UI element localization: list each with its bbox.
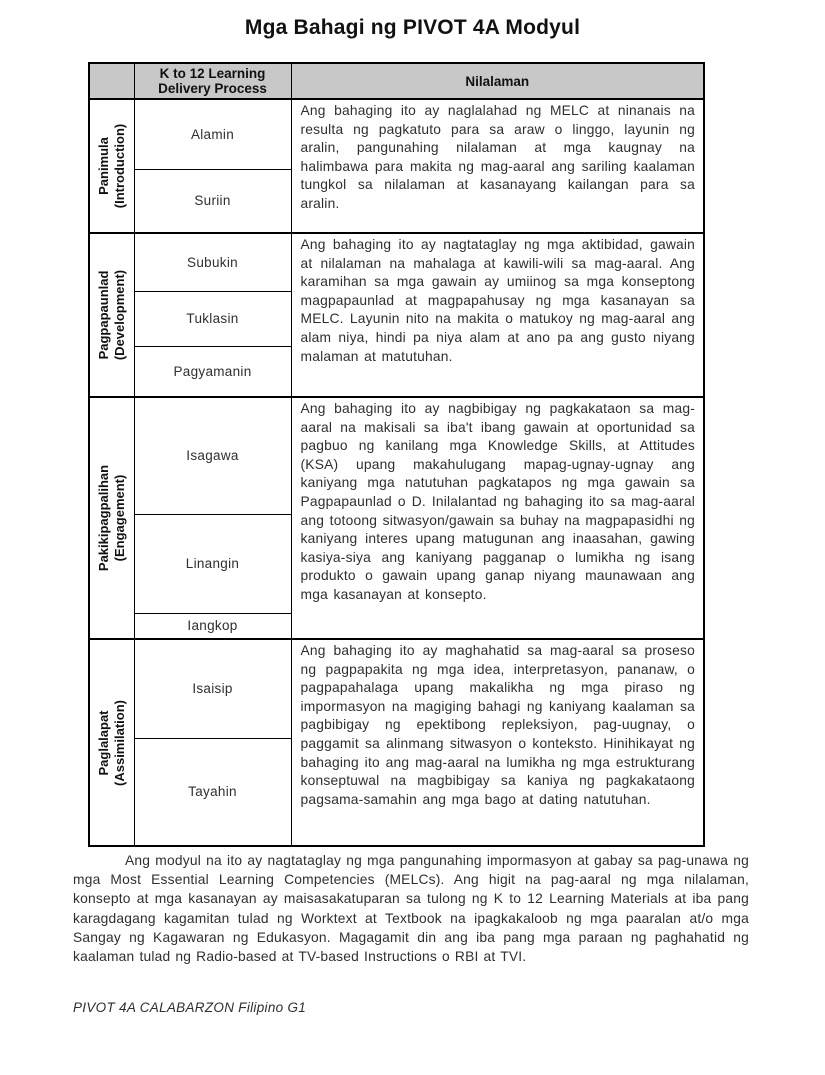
table-row bbox=[89, 397, 704, 514]
stage-translation: (Engagement) bbox=[111, 474, 127, 562]
step-cell-suriin: Suriin bbox=[134, 169, 291, 233]
step-cell-isagawa: Isagawa bbox=[134, 397, 291, 514]
step-cell-linangin: Linangin bbox=[134, 514, 291, 613]
stage-cell-panimula bbox=[89, 99, 134, 233]
stage-translation: (Assimilation) bbox=[111, 699, 127, 786]
step-cell-tuklasin: Tuklasin bbox=[134, 291, 291, 346]
content-cell-panimula: Ang bahaging ito ay naglalahad ng MELC at ninanais na resulta ng pagkatuto para sa araw o linggo, layunin ng aralin, pangunahing nilalaman at mga kaugnay na halimbawa para makita ng mag-aaral ang sariling kaalaman tungkol sa nilalaman at kasanayang kailangan para sa aralin. bbox=[291, 99, 704, 233]
stage-cell-pagpapaunlad bbox=[89, 233, 134, 397]
content-column-header: Nilalaman bbox=[291, 63, 704, 99]
stage-label-rotated bbox=[96, 270, 128, 360]
content-cell-pagpapaunlad: Ang bahaging ito ay nagtataglay ng mga aktibidad, gawain at nilalaman na mahalaga at kawili-wili sa mag-aaral. Ang karamihan sa mga gawain ay umiinog sa mga konseptong magpapaunlad at magpapahusay ng mga kasanayan sa MELC. Layunin nito na makita o matukoy ng mag-aaral ang alam niya, hindi pa niya alam at ano pa ang gusto niyang malaman at matutuhan. bbox=[291, 233, 704, 397]
stage-label-rotated bbox=[96, 700, 128, 786]
content-cell-pakikipagpalihan: Ang bahaging ito ay nagbibigay ng pagkakataon sa mag-aaral na makisali sa iba't ibang gawain at oportunidad sa pagbuo ng kanilang mga Knowledge Skills, at Attitudes (KSA) upang makahulugang mapag-ugnay-ugnay ang kaniyang mga natutuhan pagkatapos ng mga gawain sa Pagpapaunlad o D. Inilalantad ng bahaging ito sa mag-aaral ang totoong sitwasyon/gawain sa buhay na magpapasidhi ng kaniyang interes upang matugunan ang inaasahan, gawing kasiya-siya ang kaniyang pagganap o lumikha ng isang produkto o gawain upang ganap niyang maunawaan ang mga kasanayan at konsepto. bbox=[291, 397, 704, 639]
step-cell-pagyamanin: Pagyamanin bbox=[134, 346, 291, 397]
process-column-header: K to 12 Learning Delivery Process bbox=[134, 63, 291, 99]
table-header-row bbox=[89, 63, 704, 99]
step-cell-alamin: Alamin bbox=[134, 99, 291, 169]
table-row bbox=[89, 639, 704, 738]
step-cell-tayahin: Tayahin bbox=[134, 738, 291, 846]
stage-name: Paglalapat bbox=[95, 709, 111, 776]
step-cell-iangkop: Iangkop bbox=[134, 613, 291, 639]
step-cell-isaisip: Isaisip bbox=[134, 639, 291, 738]
content-cell-paglalapat: Ang bahaging ito ay maghahatid sa mag-aaral sa proseso ng pagpapakita ng mga idea, interpretasyon, pananaw, o pagpapahalaga upang makalikha ng mga piraso ng impormasyon na magiging bahagi ng kaniyang kaalaman sa pagbibigay ng epektibong repleksiyon, pag-uugnay, o paggamit sa alinmang sitwasyon o konteksto. Hinihikayat ng bahaging ito ang mag-aaral na lumikha ng mga estrukturang konseptuwal na magbibigay sa kaniya ng pagkakataong pagsama-samahin ang mga bago at dating natutuhan. bbox=[291, 639, 704, 846]
table-row bbox=[89, 233, 704, 291]
stage-cell-paglalapat bbox=[89, 639, 134, 846]
page-footer: PIVOT 4A CALABARZON Filipino G1 bbox=[73, 1000, 307, 1015]
stage-label-rotated bbox=[96, 465, 128, 571]
table-row bbox=[89, 99, 704, 169]
closing-paragraph: Ang modyul na ito ay nagtataglay ng mga pangunahing impormasyon at gabay sa pag-unawa ng mga Most Essential Learning Competencies (MELCs). Ang higit na pag-aaral ng mga nilalaman, konsepto at mga kasanayan ay maisasakatuparan sa tulong ng K to 12 Learning Materials at iba pang karagdagang kagamitan tulad ng Worktext at Textbook na ipagkakaloob ng mga paaralan at/o mga Sangay ng Kagawaran ng Edukasyon. Magagamit din ang iba pang mga paraan ng paghahatid ng kaalaman tulad ng Radio-based at TV-based Instructions o RBI at TVI. bbox=[73, 853, 749, 965]
module-parts-table bbox=[88, 62, 705, 847]
stage-translation: (Development) bbox=[111, 269, 127, 361]
stage-name: Panimula bbox=[95, 137, 111, 195]
stage-translation: (Introduction) bbox=[111, 123, 127, 209]
stage-column-header bbox=[89, 63, 134, 99]
page-title: Mga Bahagi ng PIVOT 4A Modyul bbox=[244, 16, 581, 39]
stage-label-rotated bbox=[96, 124, 128, 208]
stage-cell-pakikipagpalihan bbox=[89, 397, 134, 639]
stage-name: Pagpapaunlad bbox=[95, 270, 111, 360]
step-cell-subukin: Subukin bbox=[134, 233, 291, 291]
stage-name: Pakikipagpalihan bbox=[95, 464, 111, 572]
